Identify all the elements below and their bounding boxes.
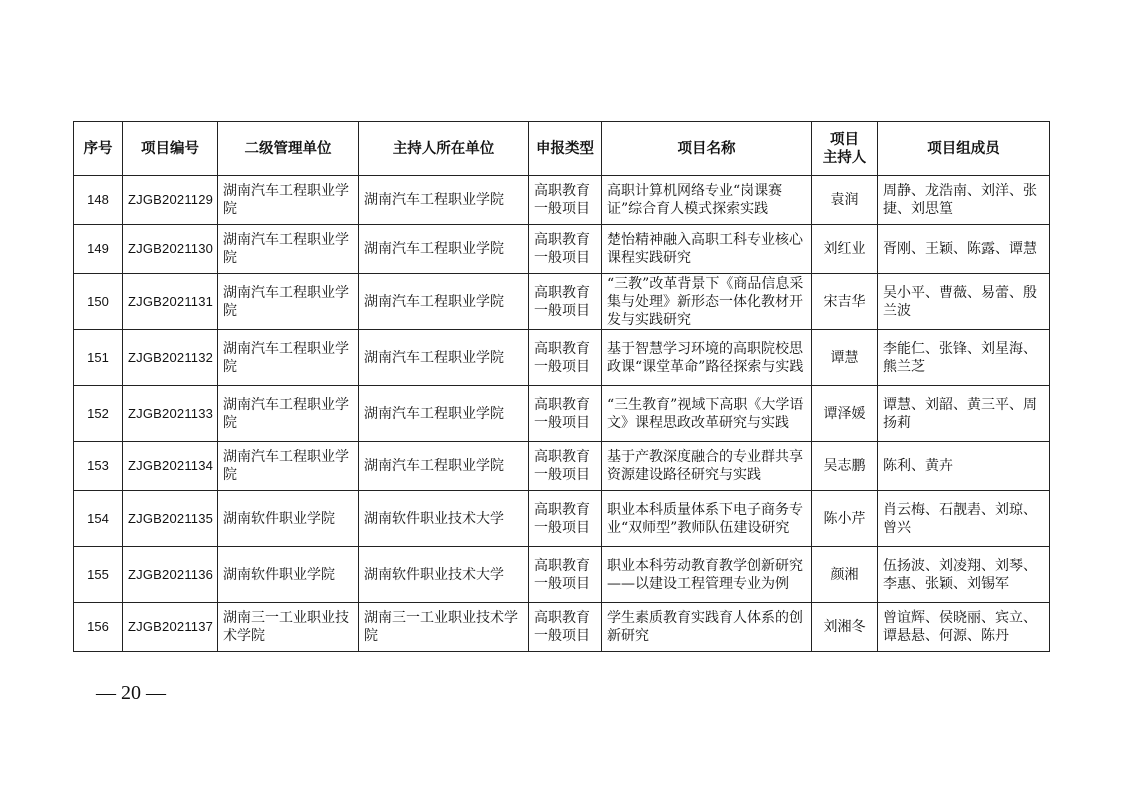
cell-name: 职业本科劳动教育教学创新研究——以建设工程管理专业为例	[602, 547, 812, 603]
header-name: 项目名称	[602, 122, 812, 176]
cell-type: 高职教育一般项目	[529, 225, 602, 274]
table-body	[74, 176, 1050, 652]
table-row	[74, 442, 1050, 491]
cell-name: 学生素质教育实践育人体系的创新研究	[602, 603, 812, 652]
cell-type: 高职教育一般项目	[529, 442, 602, 491]
cell-unit: 湖南汽车工程职业学院	[218, 176, 359, 225]
cell-host-unit: 湖南汽车工程职业学院	[359, 442, 529, 491]
cell-members: 谭慧、刘韶、黄三平、周扬莉	[878, 386, 1050, 442]
cell-name: 楚怡精神融入高职工科专业核心课程实践研究	[602, 225, 812, 274]
cell-members: 陈利、黄卉	[878, 442, 1050, 491]
table-row	[74, 330, 1050, 386]
cell-host-unit: 湖南汽车工程职业学院	[359, 176, 529, 225]
cell-type: 高职教育一般项目	[529, 274, 602, 330]
cell-host: 刘红业	[812, 225, 878, 274]
cell-members: 吴小平、曹薇、易蕾、殷兰波	[878, 274, 1050, 330]
cell-host: 袁润	[812, 176, 878, 225]
cell-unit: 湖南汽车工程职业学院	[218, 442, 359, 491]
cell-unit: 湖南软件职业学院	[218, 547, 359, 603]
cell-host: 刘湘冬	[812, 603, 878, 652]
header-type: 申报类型	[529, 122, 602, 176]
cell-name: 基于智慧学习环境的高职院校思政课“课堂革命”路径探索与实践	[602, 330, 812, 386]
page-number: — 20 —	[96, 682, 166, 704]
cell-members: 李能仁、张锋、刘星海、熊兰芝	[878, 330, 1050, 386]
table-header-row	[74, 122, 1050, 176]
table-row	[74, 386, 1050, 442]
cell-host: 谭泽媛	[812, 386, 878, 442]
header-members: 项目组成员	[878, 122, 1050, 176]
cell-seq: 152	[74, 386, 123, 442]
cell-host-unit: 湖南汽车工程职业学院	[359, 225, 529, 274]
cell-code: ZJGB2021133	[123, 386, 218, 442]
cell-host: 谭慧	[812, 330, 878, 386]
cell-code: ZJGB2021129	[123, 176, 218, 225]
cell-type: 高职教育一般项目	[529, 603, 602, 652]
cell-unit: 湖南汽车工程职业学院	[218, 274, 359, 330]
cell-unit: 湖南汽车工程职业学院	[218, 225, 359, 274]
table-row	[74, 547, 1050, 603]
cell-members: 曾谊辉、侯晓丽、宾立、谭悬悬、何源、陈丹	[878, 603, 1050, 652]
cell-unit: 湖南软件职业学院	[218, 491, 359, 547]
header-host	[812, 122, 878, 176]
table-row	[74, 491, 1050, 547]
cell-unit: 湖南三一工业职业技术学院	[218, 603, 359, 652]
cell-host-unit: 湖南软件职业技术大学	[359, 547, 529, 603]
cell-host: 吴志鹏	[812, 442, 878, 491]
cell-type: 高职教育一般项目	[529, 176, 602, 225]
project-table-container	[73, 121, 1049, 652]
cell-seq: 155	[74, 547, 123, 603]
cell-host: 宋吉华	[812, 274, 878, 330]
cell-type: 高职教育一般项目	[529, 547, 602, 603]
cell-name: “三生教育”视域下高职《大学语文》课程思政改革研究与实践	[602, 386, 812, 442]
table-row	[74, 176, 1050, 225]
cell-host: 陈小芹	[812, 491, 878, 547]
cell-code: ZJGB2021130	[123, 225, 218, 274]
header-host-line1: 项目	[830, 130, 859, 148]
cell-seq: 153	[74, 442, 123, 491]
cell-code: ZJGB2021132	[123, 330, 218, 386]
header-host-unit: 主持人所在单位	[359, 122, 529, 176]
cell-name: 高职计算机网络专业“岗课赛证”综合育人模式探索实践	[602, 176, 812, 225]
cell-host: 颜湘	[812, 547, 878, 603]
cell-members: 肖云梅、石靓砉、刘琼、曾兴	[878, 491, 1050, 547]
cell-seq: 154	[74, 491, 123, 547]
cell-type: 高职教育一般项目	[529, 330, 602, 386]
table-row	[74, 274, 1050, 330]
cell-unit: 湖南汽车工程职业学院	[218, 330, 359, 386]
cell-type: 高职教育一般项目	[529, 386, 602, 442]
cell-unit: 湖南汽车工程职业学院	[218, 386, 359, 442]
cell-seq: 156	[74, 603, 123, 652]
cell-seq: 149	[74, 225, 123, 274]
table-row	[74, 603, 1050, 652]
cell-host-unit: 湖南软件职业技术大学	[359, 491, 529, 547]
cell-code: ZJGB2021131	[123, 274, 218, 330]
cell-code: ZJGB2021137	[123, 603, 218, 652]
table-row	[74, 225, 1050, 274]
cell-code: ZJGB2021136	[123, 547, 218, 603]
cell-code: ZJGB2021134	[123, 442, 218, 491]
header-host-line2: 主持人	[822, 148, 867, 166]
cell-members: 周静、龙浩南、刘洋、张捷、刘思篁	[878, 176, 1050, 225]
cell-type: 高职教育一般项目	[529, 491, 602, 547]
cell-members: 胥刚、王颖、陈露、谭慧	[878, 225, 1050, 274]
cell-members: 伍扬波、刘凌翔、刘琴、李惠、张颖、刘锡军	[878, 547, 1050, 603]
project-table	[73, 121, 1050, 652]
cell-host-unit: 湖南汽车工程职业学院	[359, 274, 529, 330]
cell-name: 职业本科质量体系下电子商务专业“双师型”教师队伍建设研究	[602, 491, 812, 547]
cell-host-unit: 湖南汽车工程职业学院	[359, 386, 529, 442]
cell-seq: 150	[74, 274, 123, 330]
cell-host-unit: 湖南汽车工程职业学院	[359, 330, 529, 386]
cell-seq: 151	[74, 330, 123, 386]
header-code: 项目编号	[123, 122, 218, 176]
cell-code: ZJGB2021135	[123, 491, 218, 547]
header-seq: 序号	[74, 122, 123, 176]
cell-name: 基于产教深度融合的专业群共享资源建设路径研究与实践	[602, 442, 812, 491]
header-unit: 二级管理单位	[218, 122, 359, 176]
cell-seq: 148	[74, 176, 123, 225]
cell-host-unit: 湖南三一工业职业技术学院	[359, 603, 529, 652]
cell-name: “三教”改革背景下《商品信息采集与处理》新形态一体化教材开发与实践研究	[602, 274, 812, 330]
